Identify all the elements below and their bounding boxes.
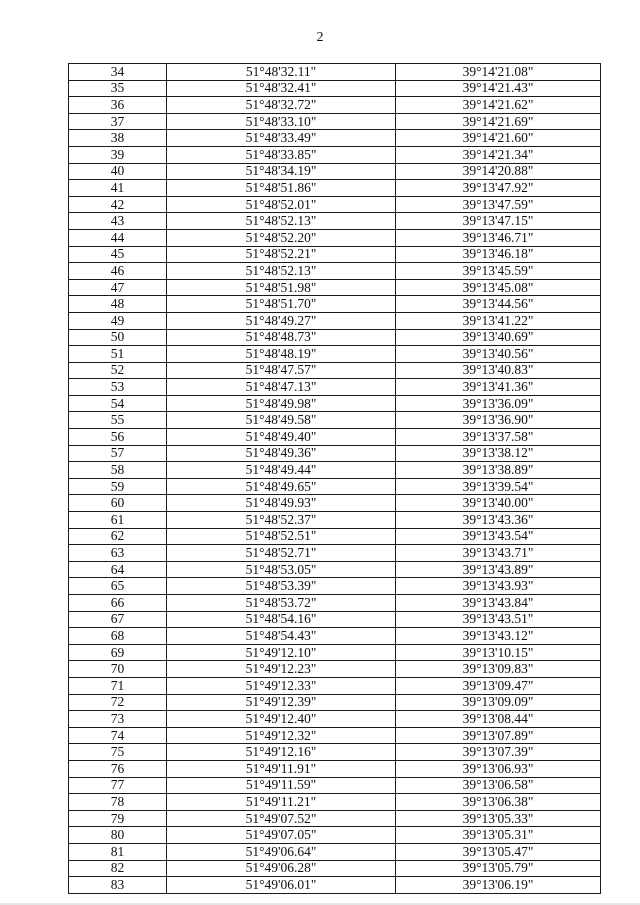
point-number-cell: 80: [69, 827, 167, 844]
table-row: [69, 495, 601, 512]
point-number-cell: 70: [69, 661, 167, 678]
longitude-cell: 39°13'45.59": [396, 263, 601, 280]
longitude-cell: 39°13'06.38": [396, 794, 601, 811]
latitude-cell: 51°48'48.73": [167, 329, 396, 346]
latitude-cell: 51°49'11.59": [167, 777, 396, 794]
table-row: [69, 329, 601, 346]
table-row: [69, 661, 601, 678]
point-number-cell: 71: [69, 677, 167, 694]
table-row: [69, 80, 601, 97]
longitude-cell: 39°13'46.18": [396, 246, 601, 263]
longitude-cell: 39°13'05.47": [396, 843, 601, 860]
longitude-cell: 39°13'37.58": [396, 429, 601, 446]
point-number-cell: 49: [69, 312, 167, 329]
table-row: [69, 64, 601, 81]
point-number-cell: 53: [69, 379, 167, 396]
latitude-cell: 51°48'53.39": [167, 578, 396, 595]
latitude-cell: 51°49'11.91": [167, 760, 396, 777]
point-number-cell: 83: [69, 877, 167, 894]
longitude-cell: 39°14'20.88": [396, 163, 601, 180]
latitude-cell: 51°49'12.39": [167, 694, 396, 711]
longitude-cell: 39°13'40.56": [396, 346, 601, 363]
longitude-cell: 39°13'38.12": [396, 445, 601, 462]
point-number-cell: 75: [69, 744, 167, 761]
latitude-cell: 51°48'52.51": [167, 528, 396, 545]
longitude-cell: 39°13'43.71": [396, 545, 601, 562]
latitude-cell: 51°49'12.40": [167, 711, 396, 728]
point-number-cell: 48: [69, 296, 167, 313]
table-row: [69, 113, 601, 130]
latitude-cell: 51°48'33.49": [167, 130, 396, 147]
latitude-cell: 51°48'49.65": [167, 478, 396, 495]
latitude-cell: 51°48'53.05": [167, 561, 396, 578]
longitude-cell: 39°13'39.54": [396, 478, 601, 495]
point-number-cell: 50: [69, 329, 167, 346]
longitude-cell: 39°13'41.22": [396, 312, 601, 329]
table-row: [69, 711, 601, 728]
point-number-cell: 67: [69, 611, 167, 628]
longitude-cell: 39°13'07.39": [396, 744, 601, 761]
longitude-cell: 39°13'44.56": [396, 296, 601, 313]
latitude-cell: 51°48'49.93": [167, 495, 396, 512]
point-number-cell: 76: [69, 760, 167, 777]
table-row: [69, 395, 601, 412]
latitude-cell: 51°48'33.85": [167, 146, 396, 163]
point-number-cell: 74: [69, 727, 167, 744]
point-number-cell: 57: [69, 445, 167, 462]
point-number-cell: 77: [69, 777, 167, 794]
latitude-cell: 51°48'52.13": [167, 213, 396, 230]
longitude-cell: 39°13'47.15": [396, 213, 601, 230]
longitude-cell: 39°13'40.00": [396, 495, 601, 512]
point-number-cell: 41: [69, 180, 167, 197]
table-row: [69, 860, 601, 877]
table-row: [69, 97, 601, 114]
longitude-cell: 39°13'05.79": [396, 860, 601, 877]
latitude-cell: 51°48'54.16": [167, 611, 396, 628]
latitude-cell: 51°48'49.58": [167, 412, 396, 429]
longitude-cell: 39°13'43.93": [396, 578, 601, 595]
point-number-cell: 68: [69, 628, 167, 645]
table-row: [69, 694, 601, 711]
latitude-cell: 51°49'12.33": [167, 677, 396, 694]
table-row: [69, 163, 601, 180]
latitude-cell: 51°48'51.70": [167, 296, 396, 313]
point-number-cell: 72: [69, 694, 167, 711]
table-row: [69, 478, 601, 495]
longitude-cell: 39°14'21.08": [396, 64, 601, 81]
latitude-cell: 51°48'52.37": [167, 512, 396, 529]
point-number-cell: 63: [69, 545, 167, 562]
point-number-cell: 64: [69, 561, 167, 578]
longitude-cell: 39°13'43.89": [396, 561, 601, 578]
table-row: [69, 545, 601, 562]
table-row: [69, 628, 601, 645]
latitude-cell: 51°48'54.43": [167, 628, 396, 645]
table-row: [69, 412, 601, 429]
latitude-cell: 51°48'33.10": [167, 113, 396, 130]
point-number-cell: 62: [69, 528, 167, 545]
point-number-cell: 55: [69, 412, 167, 429]
latitude-cell: 51°49'07.52": [167, 810, 396, 827]
longitude-cell: 39°13'36.09": [396, 395, 601, 412]
latitude-cell: 51°49'07.05": [167, 827, 396, 844]
longitude-cell: 39°13'47.59": [396, 196, 601, 213]
table-row: [69, 180, 601, 197]
point-number-cell: 39: [69, 146, 167, 163]
longitude-cell: 39°13'43.36": [396, 512, 601, 529]
point-number-cell: 60: [69, 495, 167, 512]
table-row: [69, 644, 601, 661]
latitude-cell: 51°48'52.21": [167, 246, 396, 263]
point-number-cell: 36: [69, 97, 167, 114]
point-number-cell: 61: [69, 512, 167, 529]
point-number-cell: 59: [69, 478, 167, 495]
point-number-cell: 40: [69, 163, 167, 180]
latitude-cell: 51°48'52.20": [167, 229, 396, 246]
longitude-cell: 39°13'43.51": [396, 611, 601, 628]
table-row: [69, 462, 601, 479]
latitude-cell: 51°48'49.44": [167, 462, 396, 479]
longitude-cell: 39°13'05.33": [396, 810, 601, 827]
point-number-cell: 37: [69, 113, 167, 130]
latitude-cell: 51°49'12.32": [167, 727, 396, 744]
point-number-cell: 69: [69, 644, 167, 661]
point-number-cell: 58: [69, 462, 167, 479]
latitude-cell: 51°48'34.19": [167, 163, 396, 180]
table-row: [69, 727, 601, 744]
table-row: [69, 777, 601, 794]
latitude-cell: 51°49'06.01": [167, 877, 396, 894]
longitude-cell: 39°13'43.54": [396, 528, 601, 545]
longitude-cell: 39°14'21.34": [396, 146, 601, 163]
latitude-cell: 51°48'52.13": [167, 263, 396, 280]
table-row: [69, 213, 601, 230]
longitude-cell: 39°13'07.89": [396, 727, 601, 744]
coordinates-table-body: [69, 64, 601, 894]
point-number-cell: 52: [69, 362, 167, 379]
point-number-cell: 45: [69, 246, 167, 263]
longitude-cell: 39°13'36.90": [396, 412, 601, 429]
point-number-cell: 42: [69, 196, 167, 213]
point-number-cell: 38: [69, 130, 167, 147]
longitude-cell: 39°13'40.83": [396, 362, 601, 379]
table-row: [69, 677, 601, 694]
coordinates-table: [68, 63, 601, 894]
table-row: [69, 263, 601, 280]
latitude-cell: 51°48'49.27": [167, 312, 396, 329]
table-row: [69, 379, 601, 396]
latitude-cell: 51°48'32.11": [167, 64, 396, 81]
table-row: [69, 561, 601, 578]
latitude-cell: 51°48'51.86": [167, 180, 396, 197]
point-number-cell: 65: [69, 578, 167, 595]
point-number-cell: 78: [69, 794, 167, 811]
point-number-cell: 79: [69, 810, 167, 827]
table-row: [69, 794, 601, 811]
table-row: [69, 346, 601, 363]
longitude-cell: 39°14'21.62": [396, 97, 601, 114]
table-row: [69, 843, 601, 860]
table-row: [69, 595, 601, 612]
longitude-cell: 39°13'47.92": [396, 180, 601, 197]
longitude-cell: 39°13'05.31": [396, 827, 601, 844]
table-row: [69, 312, 601, 329]
latitude-cell: 51°48'53.72": [167, 595, 396, 612]
point-number-cell: 56: [69, 429, 167, 446]
table-row: [69, 130, 601, 147]
longitude-cell: 39°13'06.19": [396, 877, 601, 894]
latitude-cell: 51°49'11.21": [167, 794, 396, 811]
table-row: [69, 611, 601, 628]
latitude-cell: 51°48'52.01": [167, 196, 396, 213]
table-row: [69, 827, 601, 844]
longitude-cell: 39°14'21.43": [396, 80, 601, 97]
longitude-cell: 39°13'10.15": [396, 644, 601, 661]
latitude-cell: 51°48'52.71": [167, 545, 396, 562]
longitude-cell: 39°13'41.36": [396, 379, 601, 396]
table-row: [69, 196, 601, 213]
table-row: [69, 296, 601, 313]
latitude-cell: 51°48'47.13": [167, 379, 396, 396]
longitude-cell: 39°13'09.83": [396, 661, 601, 678]
point-number-cell: 82: [69, 860, 167, 877]
longitude-cell: 39°13'40.69": [396, 329, 601, 346]
longitude-cell: 39°13'45.08": [396, 279, 601, 296]
point-number-cell: 81: [69, 843, 167, 860]
point-number-cell: 54: [69, 395, 167, 412]
latitude-cell: 51°48'49.36": [167, 445, 396, 462]
longitude-cell: 39°13'06.58": [396, 777, 601, 794]
point-number-cell: 51: [69, 346, 167, 363]
latitude-cell: 51°49'12.16": [167, 744, 396, 761]
latitude-cell: 51°48'48.19": [167, 346, 396, 363]
table-row: [69, 512, 601, 529]
longitude-cell: 39°13'06.93": [396, 760, 601, 777]
latitude-cell: 51°48'49.98": [167, 395, 396, 412]
table-row: [69, 429, 601, 446]
longitude-cell: 39°13'09.47": [396, 677, 601, 694]
point-number-cell: 35: [69, 80, 167, 97]
longitude-cell: 39°13'46.71": [396, 229, 601, 246]
table-row: [69, 362, 601, 379]
table-row: [69, 877, 601, 894]
point-number-cell: 44: [69, 229, 167, 246]
longitude-cell: 39°13'09.09": [396, 694, 601, 711]
table-row: [69, 146, 601, 163]
latitude-cell: 51°49'06.28": [167, 860, 396, 877]
longitude-cell: 39°13'43.84": [396, 595, 601, 612]
table-row: [69, 578, 601, 595]
point-number-cell: 46: [69, 263, 167, 280]
point-number-cell: 66: [69, 595, 167, 612]
longitude-cell: 39°14'21.60": [396, 130, 601, 147]
table-row: [69, 229, 601, 246]
table-row: [69, 445, 601, 462]
table-row: [69, 760, 601, 777]
latitude-cell: 51°49'12.10": [167, 644, 396, 661]
latitude-cell: 51°48'32.41": [167, 80, 396, 97]
latitude-cell: 51°48'51.98": [167, 279, 396, 296]
longitude-cell: 39°13'38.89": [396, 462, 601, 479]
table-row: [69, 279, 601, 296]
table-row: [69, 744, 601, 761]
latitude-cell: 51°48'49.40": [167, 429, 396, 446]
point-number-cell: 73: [69, 711, 167, 728]
table-row: [69, 246, 601, 263]
table-row: [69, 810, 601, 827]
table-row: [69, 528, 601, 545]
longitude-cell: 39°13'43.12": [396, 628, 601, 645]
longitude-cell: 39°13'08.44": [396, 711, 601, 728]
latitude-cell: 51°49'06.64": [167, 843, 396, 860]
latitude-cell: 51°48'47.57": [167, 362, 396, 379]
point-number-cell: 43: [69, 213, 167, 230]
page-number: 2: [316, 30, 324, 45]
point-number-cell: 34: [69, 64, 167, 81]
longitude-cell: 39°14'21.69": [396, 113, 601, 130]
point-number-cell: 47: [69, 279, 167, 296]
latitude-cell: 51°48'32.72": [167, 97, 396, 114]
latitude-cell: 51°49'12.23": [167, 661, 396, 678]
